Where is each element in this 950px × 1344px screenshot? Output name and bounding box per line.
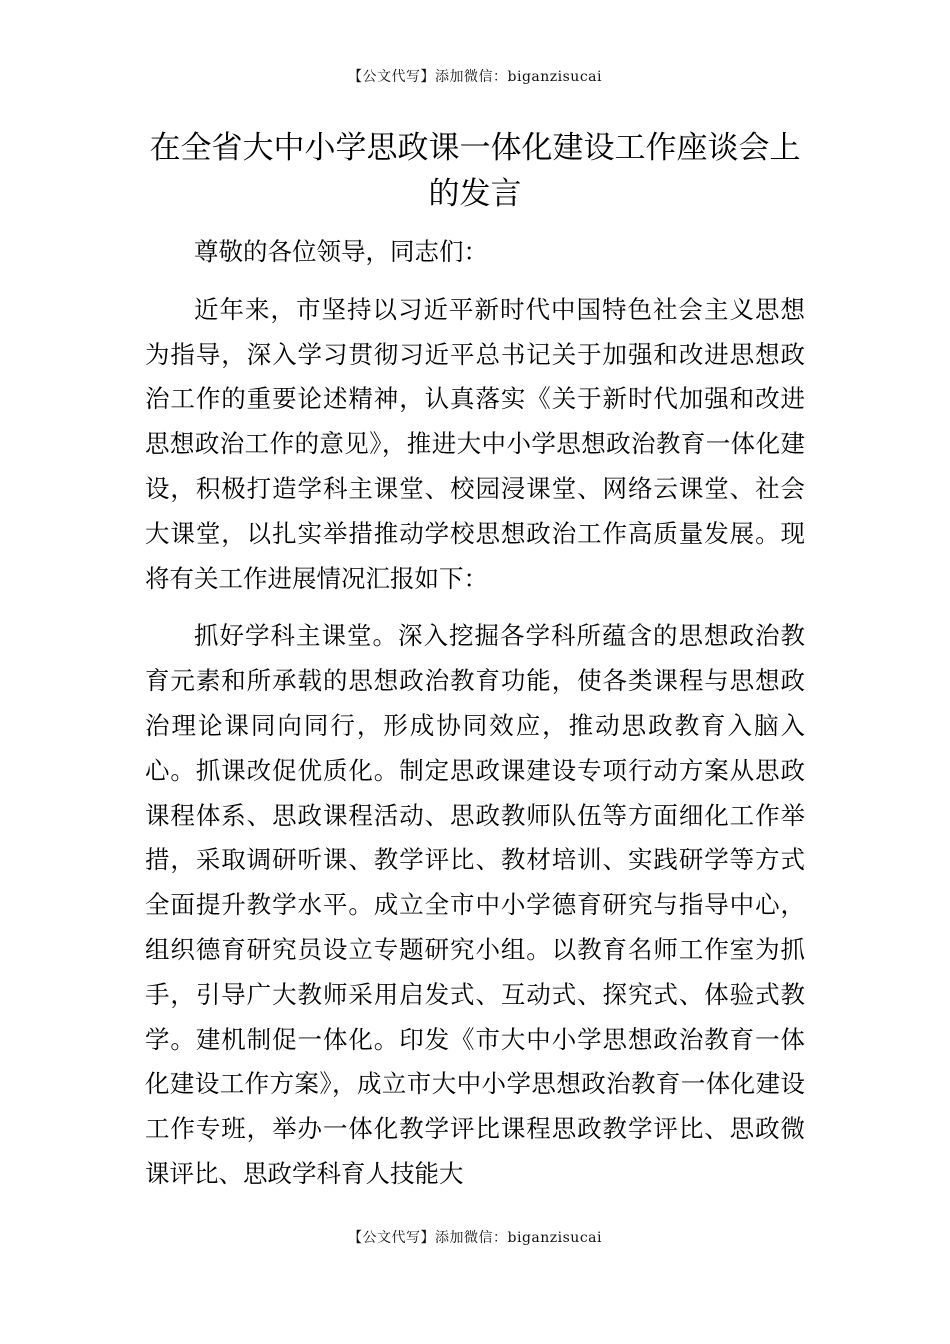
paragraph-main-classroom: 抓好学科主课堂。深入挖掘各学科所蕴含的思想政治教育元素和所承载的思想政治教育功能，使各类课程与思想政治理论课同向同行，形成协同效应，推动思政教育入脑入心。抓课改促优质化。制定思政课建设专项行动方案从思政课程体系、思政课程活动、思政教师队伍等方面细化工作举措，采取调研听课、教学评比、教材培训、实践研学等方式全面提升教学水平。成立全市中小学德育研究与指导中心，组织德育研究员设立专题研究小组。以教育名师工作室为抓手，引导广大教师采用启发式、互动式、探究式、体验式教学。建机制促一体化。印发《市大中小学思想政治教育一体化建设工作方案》，成立市大中小学思想政治教育一体化建设工作专班，举办一体化教学评比课程思政教学评比、思政微课评比、思政学科育人技能大 bbox=[145, 621, 805, 1188]
footer-watermark-note: 【公文代写】添加微信：biganzisucai bbox=[348, 1230, 602, 1246]
header-watermark-note: 【公文代写】添加微信：biganzisucai bbox=[348, 69, 602, 85]
salutation: 尊敬的各位领导，同志们： bbox=[194, 237, 488, 266]
document-title: 在全省大中小学思政课一体化建设工作座谈会上的发言 bbox=[149, 130, 801, 212]
document-body bbox=[145, 230, 805, 1210]
paragraph-intro: 近年来，市坚持以习近平新时代中国特色社会主义思想为指导，深入学习贯彻习近平总书记关于加强和改进思想政治工作的重要论述精神，认真落实《关于新时代加强和改进思想政治工作的意见》，推进大中小学思想政治教育一体化建设，积极打造学科主课堂、校园浸课堂、网络云课堂、社会大课堂，以扎实举措推动学校思想政治工作高质量发展。现将有关工作进展情况汇报如下： bbox=[145, 294, 805, 593]
